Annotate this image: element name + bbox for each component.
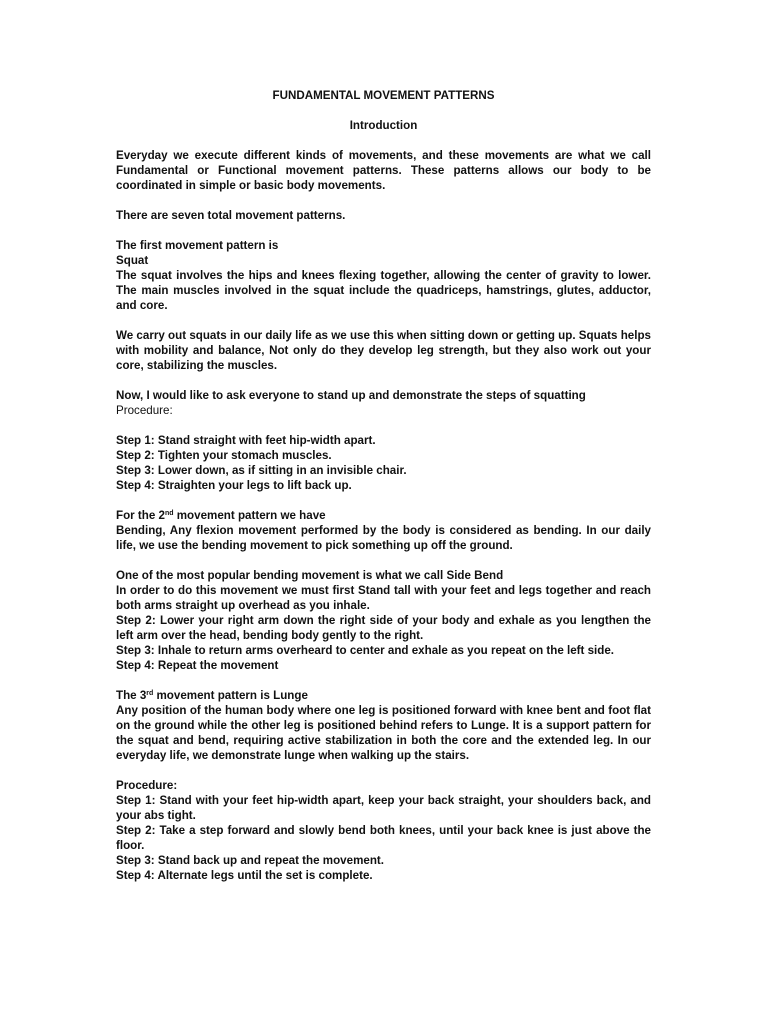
lunge-section	[116, 688, 651, 763]
squat-steps-list	[116, 433, 651, 493]
bending-heading	[116, 508, 651, 523]
intro-paragraph: Everyday we execute different kinds of movements, and these movements are what we call Fundamental or Functional movement patterns. These patterns allows our body to be coordinated in simple or basic body movements.	[116, 149, 651, 192]
squat-heading: Squat	[116, 254, 149, 267]
lunge-description: Any position of the human body where one leg is positioned forward with knee bent and foot flat on the ground while the other leg is positioned behind refers to Lunge. It is a support pattern for the squat and bend, requiring active stabilization in both the core and the extended leg. In our everyday life, we demonstrate lunge when walking up the stairs.	[116, 704, 651, 762]
lunge-heading-post: movement pattern is Lunge	[153, 689, 308, 702]
document-page	[116, 88, 651, 898]
lunge-heading	[116, 688, 651, 703]
bending-section	[116, 508, 651, 553]
squat-lead: The first movement pattern is	[116, 239, 279, 252]
list-item: Step 1: Stand with your feet hip-width apart, keep your back straight, your shoulders back, and your abs tight.	[116, 794, 651, 822]
lunge-procedure-label: Procedure:	[116, 779, 178, 792]
side-bend-heading: One of the most popular bending movement is what we call Side Bend	[116, 569, 504, 582]
list-item: Step 4: Alternate legs until the set is complete.	[116, 869, 373, 882]
list-item: Step 3: Lower down, as if sitting in an invisible chair.	[116, 464, 407, 477]
bending-heading-pre: For the 2	[116, 509, 165, 522]
list-item: Step 2: Lower your right arm down the right side of your body and exhale as you lengthen the left arm over the head, bending body gently to the right.	[116, 614, 651, 642]
list-item: Step 2: Take a step forward and slowly bend both knees, until your back knee is just above the floor.	[116, 824, 651, 852]
squat-procedure-label: Procedure:	[116, 404, 173, 417]
squat-demo-request: Now, I would like to ask everyone to stand up and demonstrate the steps of squatting	[116, 389, 586, 402]
lunge-heading-pre: The 3	[116, 689, 147, 702]
bending-description: Bending, Any flexion movement performed by the body is considered as bending. In our daily life, we use the bending movement to pick something up off the ground.	[116, 524, 651, 552]
list-item: Step 4: Repeat the movement	[116, 659, 279, 672]
list-item: Step 4: Straighten your legs to lift back up.	[116, 479, 352, 492]
seven-patterns-statement: There are seven total movement patterns.	[116, 209, 346, 222]
bending-heading-sup: nd	[164, 510, 174, 517]
lunge-heading-sup: rd	[146, 690, 154, 697]
side-bend-intro: In order to do this movement we must first Stand tall with your feet and legs together and reach both arms straight up overhead as you inhale.	[116, 584, 651, 612]
list-item: Step 3: Stand back up and repeat the movement.	[116, 854, 385, 867]
side-bend-section	[116, 568, 651, 673]
squat-demo-block	[116, 388, 651, 418]
list-item: Step 1: Stand straight with feet hip-width apart.	[116, 434, 376, 447]
list-item: Step 3: Inhale to return arms overheard to center and exhale as you repeat on the left side.	[116, 644, 615, 657]
squat-daily-paragraph: We carry out squats in our daily life as we use this when sitting down or getting up. Squats helps with mobility and balance, Not only do they develop leg strength, but they also work out your core, stabilizing the muscles.	[116, 329, 651, 372]
document-title: FUNDAMENTAL MOVEMENT PATTERNS	[272, 89, 495, 102]
squat-section	[116, 238, 651, 313]
section-heading-introduction: Introduction	[349, 119, 418, 132]
bending-heading-post: movement pattern we have	[173, 509, 326, 522]
squat-description: The squat involves the hips and knees flexing together, allowing the center of gravity to lower. The main muscles involved in the squat include the quadriceps, hamstrings, glutes, adductor, and core.	[116, 269, 651, 312]
lunge-procedure	[116, 778, 651, 883]
list-item: Step 2: Tighten your stomach muscles.	[116, 449, 332, 462]
